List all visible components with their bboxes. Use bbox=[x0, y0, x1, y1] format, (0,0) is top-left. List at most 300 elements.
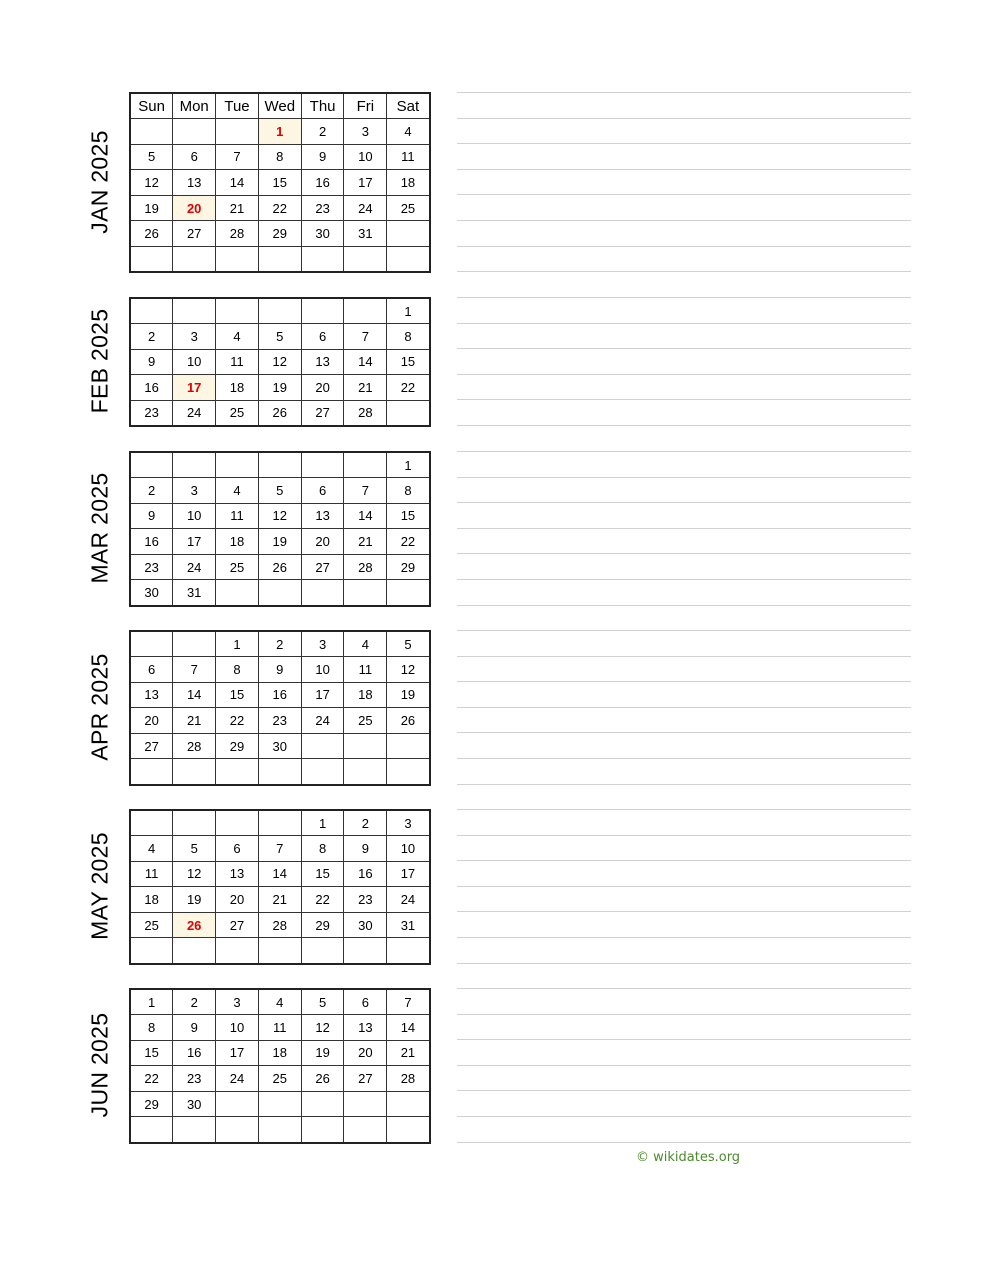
day-cell: 3 bbox=[173, 324, 216, 350]
day-cell: 25 bbox=[216, 554, 259, 580]
day-cell: 16 bbox=[173, 1040, 216, 1066]
week-row bbox=[130, 478, 430, 504]
day-cell: 11 bbox=[130, 861, 173, 887]
day-cell: 12 bbox=[387, 657, 430, 683]
note-line bbox=[457, 809, 911, 810]
day-cell: 9 bbox=[130, 503, 173, 529]
month-grid bbox=[129, 988, 431, 1144]
day-cell: 27 bbox=[216, 912, 259, 938]
day-cell: 10 bbox=[216, 1015, 259, 1041]
day-cell: 28 bbox=[216, 221, 259, 247]
day-cell: 29 bbox=[130, 1091, 173, 1117]
empty-cell bbox=[130, 938, 173, 964]
day-cell: 17 bbox=[344, 170, 387, 196]
empty-cell bbox=[173, 631, 216, 657]
day-cell: 24 bbox=[173, 400, 216, 426]
week-row bbox=[130, 733, 430, 759]
week-row bbox=[130, 938, 430, 964]
day-cell: 6 bbox=[173, 144, 216, 170]
day-cell: 11 bbox=[387, 144, 430, 170]
day-cell: 4 bbox=[216, 324, 259, 350]
holiday-day-cell: 1 bbox=[258, 119, 301, 145]
empty-cell bbox=[173, 298, 216, 324]
month-grid bbox=[129, 809, 431, 965]
empty-cell bbox=[301, 1117, 344, 1143]
day-cell: 6 bbox=[130, 657, 173, 683]
day-cell: 7 bbox=[258, 836, 301, 862]
day-cell: 5 bbox=[301, 989, 344, 1015]
note-line bbox=[457, 784, 911, 785]
empty-cell bbox=[344, 452, 387, 478]
day-cell: 30 bbox=[173, 1091, 216, 1117]
empty-cell bbox=[258, 759, 301, 785]
note-line bbox=[457, 118, 911, 119]
note-line bbox=[457, 835, 911, 836]
empty-cell bbox=[130, 631, 173, 657]
day-cell: 12 bbox=[258, 503, 301, 529]
day-cell: 2 bbox=[130, 324, 173, 350]
note-line bbox=[457, 553, 911, 554]
note-line bbox=[457, 425, 911, 426]
empty-cell bbox=[130, 810, 173, 836]
empty-cell bbox=[130, 759, 173, 785]
day-cell: 26 bbox=[258, 554, 301, 580]
day-cell: 13 bbox=[344, 1015, 387, 1041]
day-cell: 24 bbox=[216, 1066, 259, 1092]
week-row bbox=[130, 452, 430, 478]
note-line bbox=[457, 1065, 911, 1066]
day-cell: 20 bbox=[130, 708, 173, 734]
week-row bbox=[130, 247, 430, 273]
day-cell: 1 bbox=[130, 989, 173, 1015]
day-cell: 22 bbox=[301, 887, 344, 913]
week-row bbox=[130, 887, 430, 913]
day-cell: 14 bbox=[344, 503, 387, 529]
day-cell: 5 bbox=[258, 478, 301, 504]
day-cell: 9 bbox=[130, 349, 173, 375]
day-cell: 18 bbox=[130, 887, 173, 913]
note-line bbox=[457, 579, 911, 580]
note-line bbox=[457, 988, 911, 989]
note-line bbox=[457, 1039, 911, 1040]
day-cell: 15 bbox=[258, 170, 301, 196]
day-cell: 16 bbox=[301, 170, 344, 196]
empty-cell bbox=[173, 119, 216, 145]
day-cell: 18 bbox=[216, 529, 259, 555]
note-line bbox=[457, 860, 911, 861]
week-row bbox=[130, 1040, 430, 1066]
day-cell: 2 bbox=[258, 631, 301, 657]
note-line bbox=[457, 143, 911, 144]
day-cell: 17 bbox=[387, 861, 430, 887]
day-cell: 5 bbox=[130, 144, 173, 170]
empty-cell bbox=[387, 1091, 430, 1117]
day-cell: 5 bbox=[387, 631, 430, 657]
week-row bbox=[130, 1015, 430, 1041]
day-cell: 7 bbox=[173, 657, 216, 683]
day-cell: 8 bbox=[258, 144, 301, 170]
day-cell: 25 bbox=[216, 400, 259, 426]
note-line bbox=[457, 911, 911, 912]
empty-cell bbox=[344, 733, 387, 759]
week-row bbox=[130, 989, 430, 1015]
holiday-day-cell: 17 bbox=[173, 375, 216, 401]
week-row bbox=[130, 912, 430, 938]
empty-cell bbox=[216, 810, 259, 836]
note-line bbox=[457, 963, 911, 964]
empty-cell bbox=[216, 452, 259, 478]
empty-cell bbox=[173, 810, 216, 836]
week-row bbox=[130, 682, 430, 708]
empty-cell bbox=[387, 221, 430, 247]
day-cell: 20 bbox=[216, 887, 259, 913]
day-cell: 23 bbox=[344, 887, 387, 913]
note-line bbox=[457, 246, 911, 247]
week-row bbox=[130, 1066, 430, 1092]
weekday-header: Mon bbox=[173, 93, 216, 119]
day-cell: 29 bbox=[387, 554, 430, 580]
day-cell: 28 bbox=[344, 400, 387, 426]
weekday-header-row bbox=[130, 93, 430, 119]
note-line bbox=[457, 1014, 911, 1015]
day-cell: 14 bbox=[344, 349, 387, 375]
footer-credit: © wikidates.org bbox=[636, 1150, 741, 1165]
day-cell: 13 bbox=[216, 861, 259, 887]
day-cell: 27 bbox=[344, 1066, 387, 1092]
empty-cell bbox=[130, 247, 173, 273]
note-line bbox=[457, 1090, 911, 1091]
empty-cell bbox=[173, 759, 216, 785]
day-cell: 26 bbox=[387, 708, 430, 734]
empty-cell bbox=[258, 452, 301, 478]
day-cell: 5 bbox=[173, 836, 216, 862]
note-line bbox=[457, 1142, 911, 1143]
day-cell: 16 bbox=[258, 682, 301, 708]
day-cell: 2 bbox=[344, 810, 387, 836]
empty-cell bbox=[301, 733, 344, 759]
day-cell: 7 bbox=[216, 144, 259, 170]
week-row bbox=[130, 195, 430, 221]
day-cell: 9 bbox=[344, 836, 387, 862]
day-cell: 14 bbox=[387, 1015, 430, 1041]
note-line bbox=[457, 374, 911, 375]
note-line bbox=[457, 399, 911, 400]
empty-cell bbox=[216, 298, 259, 324]
day-cell: 11 bbox=[258, 1015, 301, 1041]
empty-cell bbox=[387, 1117, 430, 1143]
day-cell: 27 bbox=[301, 400, 344, 426]
day-cell: 24 bbox=[344, 195, 387, 221]
day-cell: 28 bbox=[258, 912, 301, 938]
empty-cell bbox=[344, 298, 387, 324]
weekday-header: Sat bbox=[387, 93, 430, 119]
empty-cell bbox=[258, 580, 301, 606]
day-cell: 19 bbox=[130, 195, 173, 221]
note-line bbox=[457, 92, 911, 93]
empty-cell bbox=[344, 1117, 387, 1143]
empty-cell bbox=[301, 759, 344, 785]
day-cell: 2 bbox=[130, 478, 173, 504]
week-row bbox=[130, 324, 430, 350]
day-cell: 26 bbox=[258, 400, 301, 426]
day-cell: 27 bbox=[301, 554, 344, 580]
day-cell: 19 bbox=[173, 887, 216, 913]
day-cell: 10 bbox=[344, 144, 387, 170]
note-line bbox=[457, 656, 911, 657]
day-cell: 12 bbox=[173, 861, 216, 887]
week-row bbox=[130, 554, 430, 580]
empty-cell bbox=[216, 580, 259, 606]
day-cell: 23 bbox=[173, 1066, 216, 1092]
month-grid bbox=[129, 297, 431, 427]
note-line bbox=[457, 605, 911, 606]
day-cell: 3 bbox=[301, 631, 344, 657]
day-cell: 11 bbox=[344, 657, 387, 683]
day-cell: 31 bbox=[344, 221, 387, 247]
note-line bbox=[457, 886, 911, 887]
note-line bbox=[457, 630, 911, 631]
day-cell: 10 bbox=[173, 503, 216, 529]
note-line bbox=[457, 451, 911, 452]
month-label-text: FEB 2025 bbox=[86, 308, 113, 414]
note-line bbox=[457, 937, 911, 938]
day-cell: 18 bbox=[258, 1040, 301, 1066]
week-row bbox=[130, 657, 430, 683]
day-cell: 12 bbox=[301, 1015, 344, 1041]
note-line bbox=[457, 1116, 911, 1117]
empty-cell bbox=[301, 938, 344, 964]
empty-cell bbox=[387, 733, 430, 759]
week-row bbox=[130, 503, 430, 529]
empty-cell bbox=[216, 1091, 259, 1117]
note-line bbox=[457, 681, 911, 682]
empty-cell bbox=[344, 247, 387, 273]
day-cell: 6 bbox=[344, 989, 387, 1015]
day-cell: 24 bbox=[387, 887, 430, 913]
day-cell: 2 bbox=[301, 119, 344, 145]
note-line bbox=[457, 348, 911, 349]
empty-cell bbox=[216, 1117, 259, 1143]
day-cell: 12 bbox=[258, 349, 301, 375]
weekday-header: Wed bbox=[258, 93, 301, 119]
day-cell: 9 bbox=[173, 1015, 216, 1041]
day-cell: 21 bbox=[387, 1040, 430, 1066]
month-label-text: MAY 2025 bbox=[86, 831, 113, 940]
day-cell: 10 bbox=[173, 349, 216, 375]
day-cell: 29 bbox=[301, 912, 344, 938]
day-cell: 7 bbox=[344, 478, 387, 504]
empty-cell bbox=[216, 247, 259, 273]
day-cell: 9 bbox=[301, 144, 344, 170]
day-cell: 29 bbox=[258, 221, 301, 247]
empty-cell bbox=[387, 580, 430, 606]
day-cell: 1 bbox=[301, 810, 344, 836]
note-line bbox=[457, 271, 911, 272]
day-cell: 25 bbox=[344, 708, 387, 734]
empty-cell bbox=[216, 938, 259, 964]
month-label-text: JAN 2025 bbox=[86, 129, 113, 234]
day-cell: 15 bbox=[216, 682, 259, 708]
empty-cell bbox=[130, 298, 173, 324]
day-cell: 10 bbox=[387, 836, 430, 862]
day-cell: 8 bbox=[301, 836, 344, 862]
day-cell: 7 bbox=[387, 989, 430, 1015]
day-cell: 18 bbox=[344, 682, 387, 708]
day-cell: 5 bbox=[258, 324, 301, 350]
day-cell: 19 bbox=[387, 682, 430, 708]
week-row bbox=[130, 119, 430, 145]
month-grid bbox=[129, 92, 431, 273]
day-cell: 27 bbox=[173, 221, 216, 247]
month-grid bbox=[129, 630, 431, 786]
day-cell: 24 bbox=[173, 554, 216, 580]
day-cell: 21 bbox=[344, 375, 387, 401]
day-cell: 16 bbox=[130, 529, 173, 555]
day-cell: 21 bbox=[173, 708, 216, 734]
weekday-header: Fri bbox=[344, 93, 387, 119]
day-cell: 6 bbox=[301, 478, 344, 504]
empty-cell bbox=[344, 1091, 387, 1117]
empty-cell bbox=[258, 247, 301, 273]
empty-cell bbox=[130, 119, 173, 145]
day-cell: 13 bbox=[301, 503, 344, 529]
week-row bbox=[130, 298, 430, 324]
empty-cell bbox=[387, 759, 430, 785]
day-cell: 27 bbox=[130, 733, 173, 759]
day-cell: 3 bbox=[216, 989, 259, 1015]
empty-cell bbox=[301, 580, 344, 606]
day-cell: 26 bbox=[130, 221, 173, 247]
day-cell: 8 bbox=[387, 478, 430, 504]
day-cell: 17 bbox=[173, 529, 216, 555]
note-line bbox=[457, 169, 911, 170]
day-cell: 14 bbox=[258, 861, 301, 887]
day-cell: 15 bbox=[301, 861, 344, 887]
day-cell: 25 bbox=[130, 912, 173, 938]
week-row bbox=[130, 375, 430, 401]
day-cell: 1 bbox=[387, 452, 430, 478]
weekday-header: Sun bbox=[130, 93, 173, 119]
day-cell: 23 bbox=[130, 400, 173, 426]
empty-cell bbox=[387, 247, 430, 273]
day-cell: 20 bbox=[301, 375, 344, 401]
note-line bbox=[457, 707, 911, 708]
day-cell: 8 bbox=[387, 324, 430, 350]
week-row bbox=[130, 708, 430, 734]
empty-cell bbox=[387, 938, 430, 964]
day-cell: 3 bbox=[173, 478, 216, 504]
day-cell: 25 bbox=[387, 195, 430, 221]
empty-cell bbox=[216, 119, 259, 145]
day-cell: 4 bbox=[216, 478, 259, 504]
day-cell: 15 bbox=[130, 1040, 173, 1066]
day-cell: 11 bbox=[216, 503, 259, 529]
empty-cell bbox=[216, 759, 259, 785]
empty-cell bbox=[173, 452, 216, 478]
day-cell: 17 bbox=[301, 682, 344, 708]
weekday-header: Tue bbox=[216, 93, 259, 119]
empty-cell bbox=[258, 298, 301, 324]
day-cell: 6 bbox=[216, 836, 259, 862]
week-row bbox=[130, 1091, 430, 1117]
day-cell: 15 bbox=[387, 349, 430, 375]
empty-cell bbox=[301, 298, 344, 324]
day-cell: 16 bbox=[344, 861, 387, 887]
empty-cell bbox=[173, 247, 216, 273]
day-cell: 11 bbox=[216, 349, 259, 375]
empty-cell bbox=[173, 1117, 216, 1143]
month-label-text: APR 2025 bbox=[86, 653, 113, 761]
day-cell: 28 bbox=[173, 733, 216, 759]
note-line bbox=[457, 477, 911, 478]
day-cell: 22 bbox=[130, 1066, 173, 1092]
week-row bbox=[130, 221, 430, 247]
day-cell: 8 bbox=[216, 657, 259, 683]
day-cell: 21 bbox=[344, 529, 387, 555]
week-row bbox=[130, 810, 430, 836]
day-cell: 14 bbox=[173, 682, 216, 708]
week-row bbox=[130, 861, 430, 887]
empty-cell bbox=[387, 400, 430, 426]
day-cell: 16 bbox=[130, 375, 173, 401]
month-grid bbox=[129, 451, 431, 607]
day-cell: 23 bbox=[258, 708, 301, 734]
week-row bbox=[130, 349, 430, 375]
empty-cell bbox=[173, 938, 216, 964]
day-cell: 22 bbox=[387, 529, 430, 555]
empty-cell bbox=[344, 938, 387, 964]
empty-cell bbox=[301, 452, 344, 478]
week-row bbox=[130, 529, 430, 555]
day-cell: 22 bbox=[258, 195, 301, 221]
empty-cell bbox=[344, 759, 387, 785]
empty-cell bbox=[301, 1091, 344, 1117]
day-cell: 30 bbox=[130, 580, 173, 606]
note-line bbox=[457, 502, 911, 503]
day-cell: 21 bbox=[258, 887, 301, 913]
day-cell: 8 bbox=[130, 1015, 173, 1041]
day-cell: 12 bbox=[130, 170, 173, 196]
empty-cell bbox=[258, 1091, 301, 1117]
week-row bbox=[130, 580, 430, 606]
day-cell: 4 bbox=[130, 836, 173, 862]
empty-cell bbox=[258, 810, 301, 836]
day-cell: 13 bbox=[301, 349, 344, 375]
day-cell: 9 bbox=[258, 657, 301, 683]
empty-cell bbox=[258, 938, 301, 964]
day-cell: 31 bbox=[173, 580, 216, 606]
day-cell: 1 bbox=[387, 298, 430, 324]
day-cell: 30 bbox=[344, 912, 387, 938]
week-row bbox=[130, 400, 430, 426]
day-cell: 24 bbox=[301, 708, 344, 734]
holiday-day-cell: 20 bbox=[173, 195, 216, 221]
day-cell: 28 bbox=[387, 1066, 430, 1092]
note-line bbox=[457, 297, 911, 298]
day-cell: 30 bbox=[301, 221, 344, 247]
day-cell: 28 bbox=[344, 554, 387, 580]
day-cell: 4 bbox=[344, 631, 387, 657]
day-cell: 19 bbox=[258, 375, 301, 401]
day-cell: 2 bbox=[173, 989, 216, 1015]
day-cell: 18 bbox=[216, 375, 259, 401]
month-label-text: MAR 2025 bbox=[86, 472, 113, 584]
day-cell: 4 bbox=[258, 989, 301, 1015]
day-cell: 25 bbox=[258, 1066, 301, 1092]
day-cell: 29 bbox=[216, 733, 259, 759]
day-cell: 21 bbox=[216, 195, 259, 221]
day-cell: 22 bbox=[216, 708, 259, 734]
